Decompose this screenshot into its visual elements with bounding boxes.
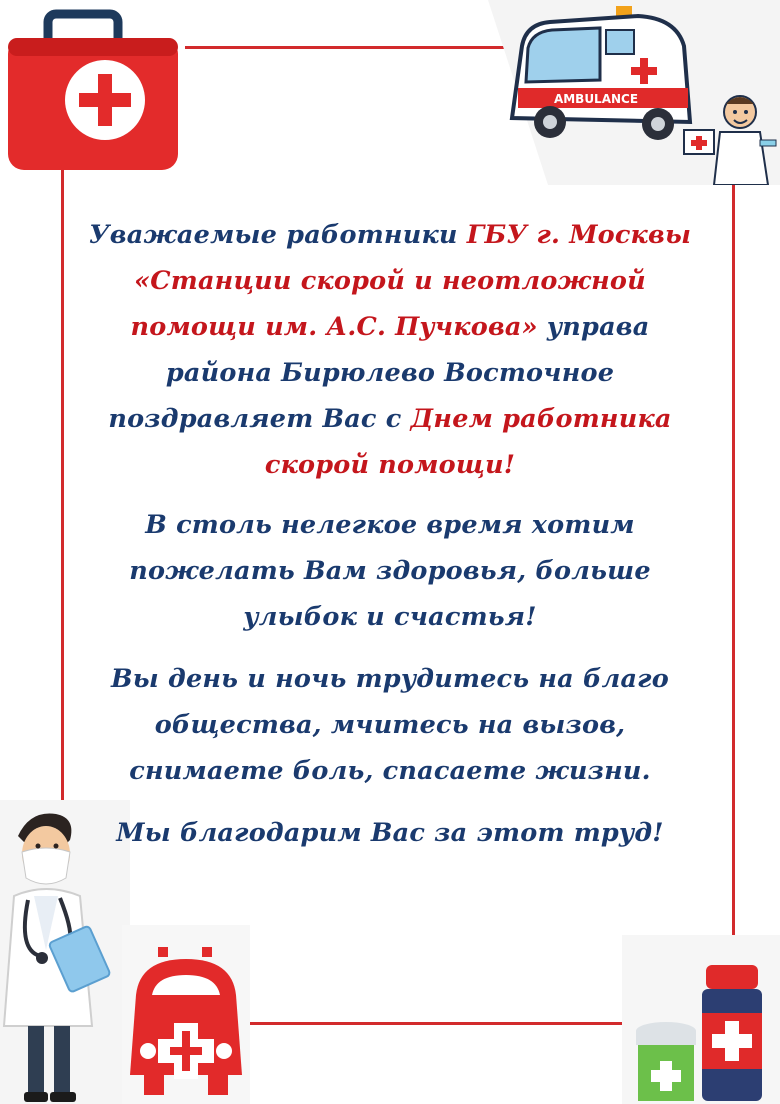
ambulance-sign-text: AMBULANCE: [553, 92, 639, 106]
holiday-name: Днем работника скорой помощи!: [264, 404, 672, 480]
greeting-part1: Уважаемые работники: [88, 220, 467, 250]
appreciation-paragraph: Вы день и ночь трудитесь на благо общества, мчитесь на вызов, снимаете боль, спасаете жизни.: [111, 664, 669, 786]
organization-name: ГБУ г. Москвы «Станции скорой и неотложной помощи им. А.С. Пучкова»: [130, 220, 692, 342]
frame-top-line: [185, 46, 505, 49]
frame-right-line: [732, 178, 735, 1023]
ambulance-top-icon: [488, 0, 780, 185]
greeting-paragraph: [82, 212, 698, 488]
greeting-text-block: [82, 212, 698, 872]
frame-bottom-line: [250, 1022, 635, 1025]
first-aid-kit-icon: [0, 0, 190, 180]
greeting-part2: управа района Бирюлево Восточное поздравляет Вас с: [108, 312, 650, 434]
wishes-paragraph: В столь нелегкое время хотим пожелать Вам здоровья, больше улыбок и счастья!: [129, 510, 651, 632]
ambulance-front-icon: [122, 925, 250, 1104]
frame-left-line: [61, 170, 64, 820]
medicine-jars-icon: [622, 935, 780, 1104]
thanks-paragraph: Мы благодарим Вас за этот труд!: [116, 818, 664, 848]
